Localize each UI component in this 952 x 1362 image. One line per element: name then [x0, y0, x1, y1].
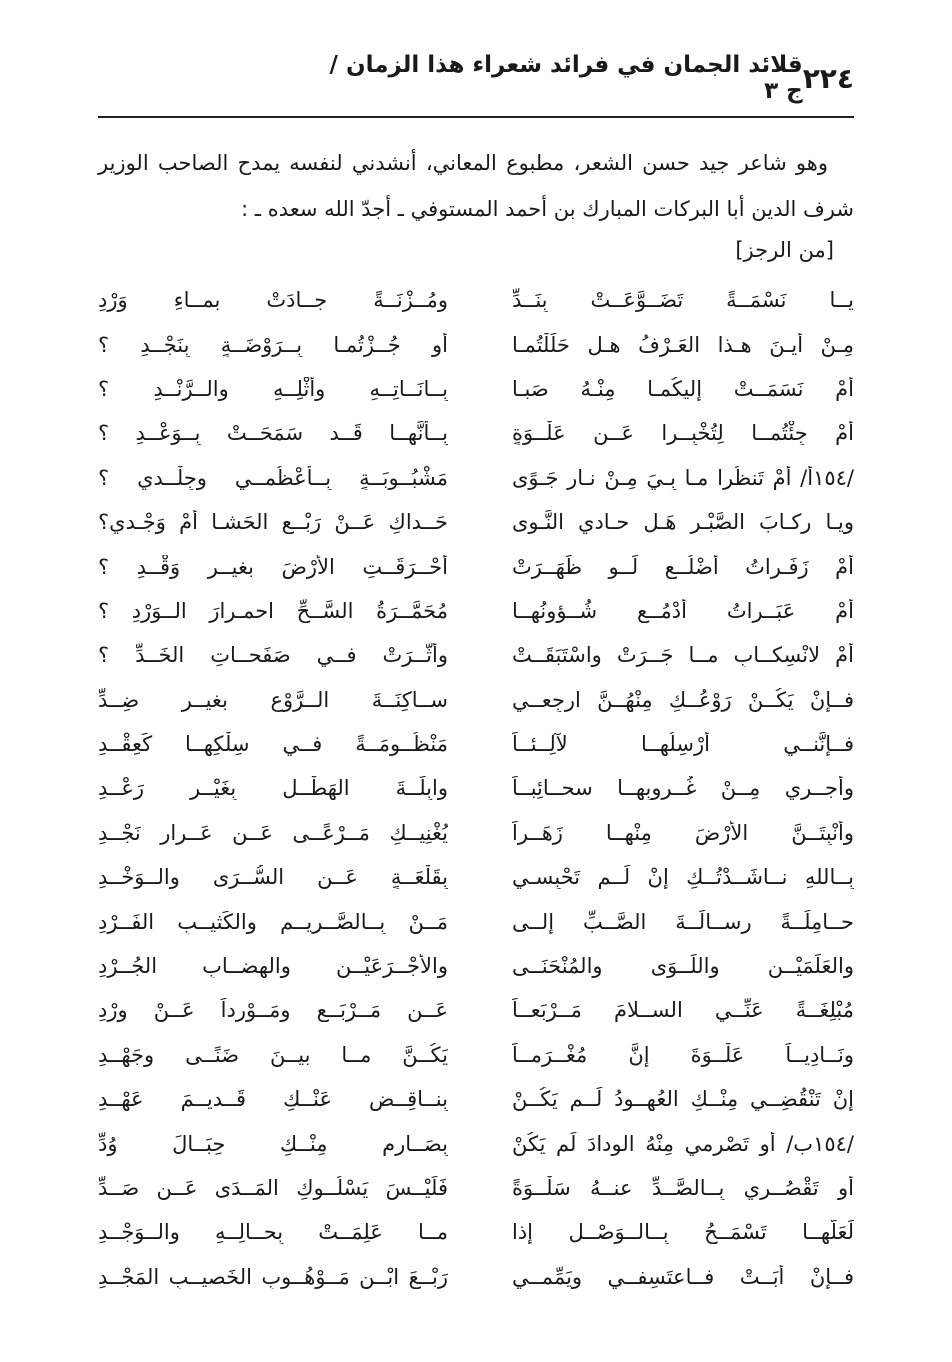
first-hemistich: فــإِنْ أَبَــتْ فــاعتَسِفــي ويَمِّمــي	[512, 1264, 854, 1289]
first-hemistich: يــا نَسْمَــةً تَضَــوَّعَــتْ بِنَــدِّ	[512, 288, 854, 313]
second-hemistich: مُحَمَّــرَةُ السَّــحِّ احمـرارَ الــوَرْدِ ؟	[98, 598, 448, 623]
intro-text: وهو شاعر جيد حسن الشعر، مطبوع المعاني، أنشدني لنفسه يمدح الصاحب الوزير شرف الدين أبا البركات المبارك بن أحمد المستوفي ـ أجدّ الله سعده ـ :	[98, 151, 854, 221]
second-hemistich: وابِلَــةَ الهَطْــلِ بِغَيْــرِ رَعْــدِ	[98, 776, 448, 801]
first-hemistich: وأُنْبِتَــنَّ الأَرْضَ مِنْهــا زَهَــراً	[512, 820, 854, 845]
first-hemistich: حــامِلَــةً رِســالَــةَ الصَّــبِّ إِلــى	[512, 909, 854, 934]
verse	[98, 988, 854, 1032]
verse	[98, 899, 854, 943]
second-hemistich: ومُــزْنَــةً جــادَتْ بمــاءِ وَرْدِ	[98, 288, 448, 313]
first-hemistich: مِـنْ أيـنَ هـذا العَـرْفُ هـل حَلَلْتُمـا	[512, 332, 854, 357]
second-hemistich: ســاكِنَــةَ الــرَّوْعِ بغيــرِ ضِــدِّ	[98, 687, 448, 712]
second-hemistich: مَــنْ بِــالصَّــرِيــمِ والكَثيــبِ الفَــرْدِ	[98, 909, 448, 934]
verse	[98, 589, 854, 633]
first-hemistich: /١٥٤ب/ أَو تَصْرِمي مِنْهُ الوِدادَ لَم يَكُنْ	[512, 1131, 854, 1156]
verse	[98, 811, 854, 855]
second-hemistich: وأَثَّــرَتْ فــي صَفَحــاتِ الخَــدِّ ؟	[98, 643, 448, 668]
page-header	[98, 52, 854, 104]
verse	[98, 722, 854, 766]
verse	[98, 278, 854, 322]
verse	[98, 1255, 854, 1299]
verse	[98, 944, 854, 988]
verse	[98, 1077, 854, 1121]
first-hemistich: ونَــادِيــاً عَلْــوَةَ إِنَّ مُغْــرَمــاً	[512, 1042, 854, 1067]
verse	[98, 411, 854, 455]
verse	[98, 633, 854, 677]
running-title: قلائد الجمان في فرائد شعراء هذا الزمان / ج ٣	[329, 52, 803, 104]
second-hemistich: يَكُــنَّ مــا بيــنَ ضَنًــى وجَهْــدِ	[98, 1042, 448, 1067]
first-hemistich: فــإِنَّنــي أُرْسِلُهــا لآلِــئــاً	[512, 732, 854, 757]
second-hemistich: يُغْنِيــكِ مَــرْعًــى عَــن عَــرارِ نَجْــدِ	[98, 820, 448, 845]
verse	[98, 500, 854, 544]
verse	[98, 678, 854, 722]
verse	[98, 1166, 854, 1210]
first-hemistich: أو تَقْصُــري بِــالصَّــدِّ عنــهُ سَلْــوَةً	[512, 1176, 854, 1200]
second-hemistich: بِنــاقِــضٍ عَنْــكِ قَــديــمَ عَهْــدِ	[98, 1087, 448, 1112]
second-hemistich: مَنْظُــومَــةً فــي سِلْكِهــا كَعِقْــدِ	[98, 732, 448, 757]
verse	[98, 367, 854, 411]
verse	[98, 544, 854, 588]
first-hemistich: بِــاللهِ نــاشَــدْتُــكِ إِنْ لَــم تَحْبِسـي	[512, 865, 854, 890]
verse	[98, 322, 854, 366]
verse	[98, 456, 854, 500]
first-hemistich: وأُجــري مِــنْ غُــروبِهــا سحــائِبــاً	[512, 776, 854, 801]
first-hemistich: فــإِنْ يَكُــنْ رَوْعُــكِ مِنْهُــنَّ ارجِعــي	[512, 687, 854, 712]
verse	[98, 1121, 854, 1165]
first-hemistich: أَمْ لانْسِكــابِ مــا جَــرَتْ واسْتَبَقَــتْ	[512, 643, 854, 668]
first-hemistich: أَمْ زَفَـراتُ أَضْلُــعٍ لَــو ظَهَــرَتْ	[512, 554, 854, 579]
first-hemistich: /١٥٤أ/ أَمْ تَنظُرا مـا بِـيَ مِـنْ نـارِ جَـوًى	[512, 465, 854, 490]
first-hemistich: والعَلَمَيْــنِ واللِّــوَى والمُنْحَنَــى	[512, 954, 854, 979]
verse	[98, 766, 854, 810]
verse	[98, 855, 854, 899]
first-hemistich: ويـا رِكـابَ الصَّبْـرِ هَـل حـادي النَّـوى	[512, 510, 854, 535]
first-hemistich: مُبْلِغَــةً عَنِّــي الســلامَ مَــرْبَعــاً	[512, 998, 854, 1023]
first-hemistich: أَمْ نَسَمَــتْ إليكُمـا مِنْـهُ صَبـا	[512, 376, 854, 401]
verse	[98, 1210, 854, 1254]
second-hemistich: بِــانَــاتِــهِ وأَثْلِــهِ والــرَّنْــدِ ؟	[98, 376, 448, 401]
meter-label: [من الرجز]	[735, 238, 834, 262]
poem	[98, 278, 854, 1299]
intro-paragraph	[98, 140, 854, 232]
first-hemistich: لَعَلَّهــا تَسْمَــحُ بِــالــوَصْــلِ إِذا	[512, 1220, 854, 1245]
second-hemistich: فَلَيْــسَ يَسْلُــوكِ المَــدَى عَــن صَــدِّ	[98, 1176, 448, 1200]
header-rule	[98, 116, 854, 118]
second-hemistich: مــا عَلِمَــتْ بِحــالِــهِ والــوَجْــدِ	[98, 1220, 448, 1245]
second-hemistich: مَشْبُــوبَــةٍ بِــأَعْظُمــي وجِلْــدي ؟	[98, 465, 448, 490]
second-hemistich: بِــأَنَّهــا قَــد سَمَحَــتْ بِــوَعْــدِ ؟	[98, 421, 448, 446]
second-hemistich: بِقَلْعَــةٍ عَــنِ السُّــرَى والــوَخْــدِ	[98, 865, 448, 890]
verse	[98, 1033, 854, 1077]
first-hemistich: أَمْ عَبَــراتُ أَدْمُــعٍ شُــؤونُهــا	[512, 598, 854, 623]
second-hemistich: أو جُــزْتُمـا بِــرَوْضَــةٍ بِنَجْــدِ ؟	[98, 332, 448, 357]
second-hemistich: أَحْــرَقَــتِ الأَرْضَ بغيــرِ وَقْــدِ ؟	[98, 554, 448, 579]
second-hemistich: والأَجْــرَعَيْــنِ والهِضــابِ الجُــرْدِ	[98, 954, 448, 979]
first-hemistich: أَمْ جِئْتُمــا لِتُخْبِــرا عَــن عَلْــوَةٍ	[512, 421, 854, 446]
second-hemistich: بِصَــارِمٍ مِنْــكِ حِبَــالَ وُدِّ	[98, 1131, 448, 1156]
first-hemistich: إِنْ تَنْقُضِــي مِنْــكِ العُهــودُ لَــم يَكُــنْ	[512, 1087, 854, 1112]
second-hemistich: حَــداكِ عَــنْ رَبْــعِ الحَشـا أَمْ وَجْـدي؟	[98, 510, 448, 535]
second-hemistich: عَــن مَــرْبَــعٍ ومَــوْرِداً عَــنْ وِرْدِ	[98, 998, 448, 1023]
second-hemistich: رَبْــعَ ابْــنِ مَــوْهُــوبِ الخَصيــبِ المَجْــدِ	[98, 1264, 448, 1289]
page-number: ٢٢٤	[802, 61, 854, 95]
